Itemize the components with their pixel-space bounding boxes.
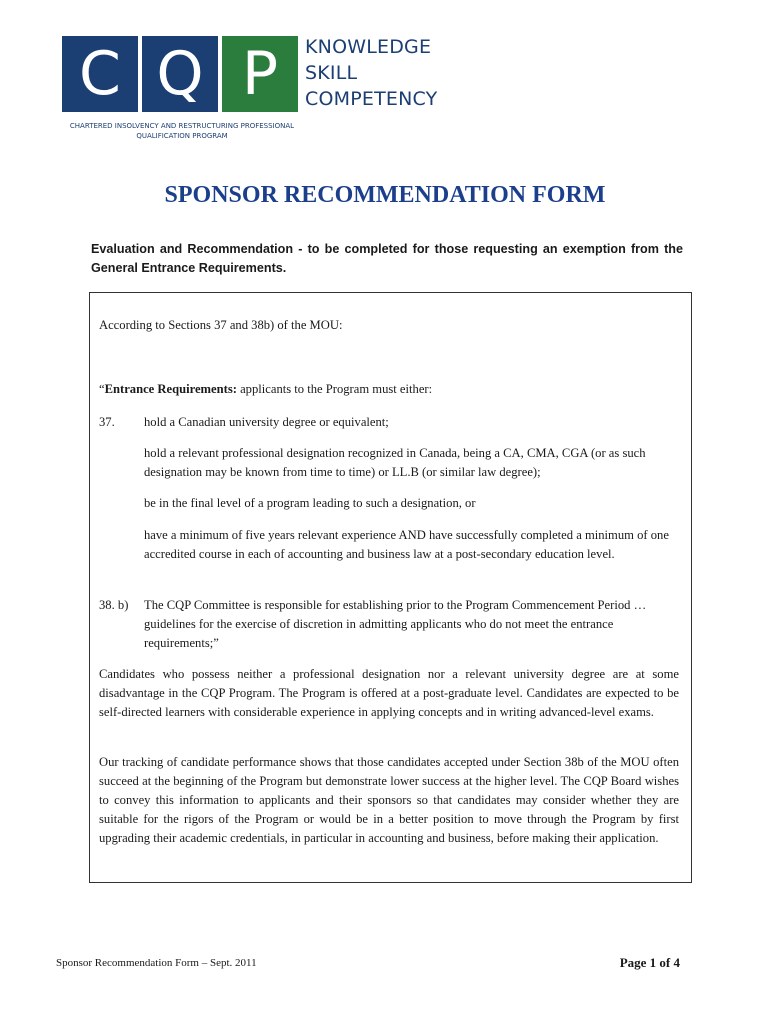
entrance-requirements-text: applicants to the Program must either: <box>236 382 433 396</box>
logo-subtitle-line1: CHARTERED INSOLVENCY AND RESTRUCTURING PROFESSIONAL <box>69 122 295 130</box>
logo-tagline-skill: SKILL <box>305 62 358 84</box>
footer-form-name: Sponsor Recommendation Form – Sept. 2011 <box>56 957 257 969</box>
item-37-c: be in the final level of a program leading to such a designation, or <box>144 496 476 510</box>
item-37-a: hold a Canadian university degree or equivalent; <box>144 415 389 429</box>
item-37-number: 37. <box>99 415 115 429</box>
logo-subtitle-line2: QUALIFICATION PROGRAM <box>136 132 228 140</box>
item-37-d: have a minimum of five years relevant experience AND have successfully completed a minimum of one accredited course in each of accounting and business law at a post-secondary education level. <box>144 528 669 561</box>
logo-tagline-knowledge: KNOWLEDGE <box>305 36 432 58</box>
paragraph-disadvantage: Candidates who possess neither a professional designation nor a relevant university degree are at some disadvantage in the CQP Program. The Program is offered at a post-graduate level. Candidates are expected to be self-directed learners with considerable experience in applying concepts and in writing advanced-level exams. <box>99 667 679 719</box>
logo-tagline-competency: COMPETENCY <box>305 88 438 110</box>
logo-letter-c: C <box>62 36 138 112</box>
intro-text: Evaluation and Recommendation - to be completed for those requesting an exemption from the General Entrance Requirements. <box>91 242 683 275</box>
logo-letter-p: P <box>222 36 298 112</box>
page-title: SPONSOR RECOMMENDATION FORM <box>164 182 606 208</box>
item-38b-text: The CQP Committee is responsible for establishing prior to the Program Commencement Period … guidelines for the exercise of discretion in admitting applicants who do not meet the entrance requirements;” <box>144 598 647 650</box>
paragraph-tracking: Our tracking of candidate performance shows that those candidates accepted under Section 38b of the MOU often succeed at the beginning of the Program but demonstrate lower success at the higher level. The CQP Board wishes to convey this information to applicants and their sponsors so that candidates may consider whether they are suitable for the rigors of the Program or would be in a better position to move through the Program by first upgrading their academic credentials, in particular in accounting and business, before making their application. <box>99 755 679 845</box>
item-38b-number: 38. b) <box>99 598 129 612</box>
entrance-requirements-label: Entrance Requirements: <box>104 382 237 396</box>
open-quote: “ <box>99 382 105 396</box>
sections-line: According to Sections 37 and 38b) of the MOU: <box>99 318 343 332</box>
cqp-logo <box>62 36 452 146</box>
footer-page-number: Page 1 of 4 <box>619 955 680 970</box>
entrance-requirements-line <box>99 380 679 399</box>
item-37-b: hold a relevant professional designation recognized in Canada, being a CA, CMA, CGA (or as such designation may be known from time to time) or LL.B (or similar law degree); <box>144 446 646 479</box>
logo-letter-q: Q <box>142 36 218 112</box>
